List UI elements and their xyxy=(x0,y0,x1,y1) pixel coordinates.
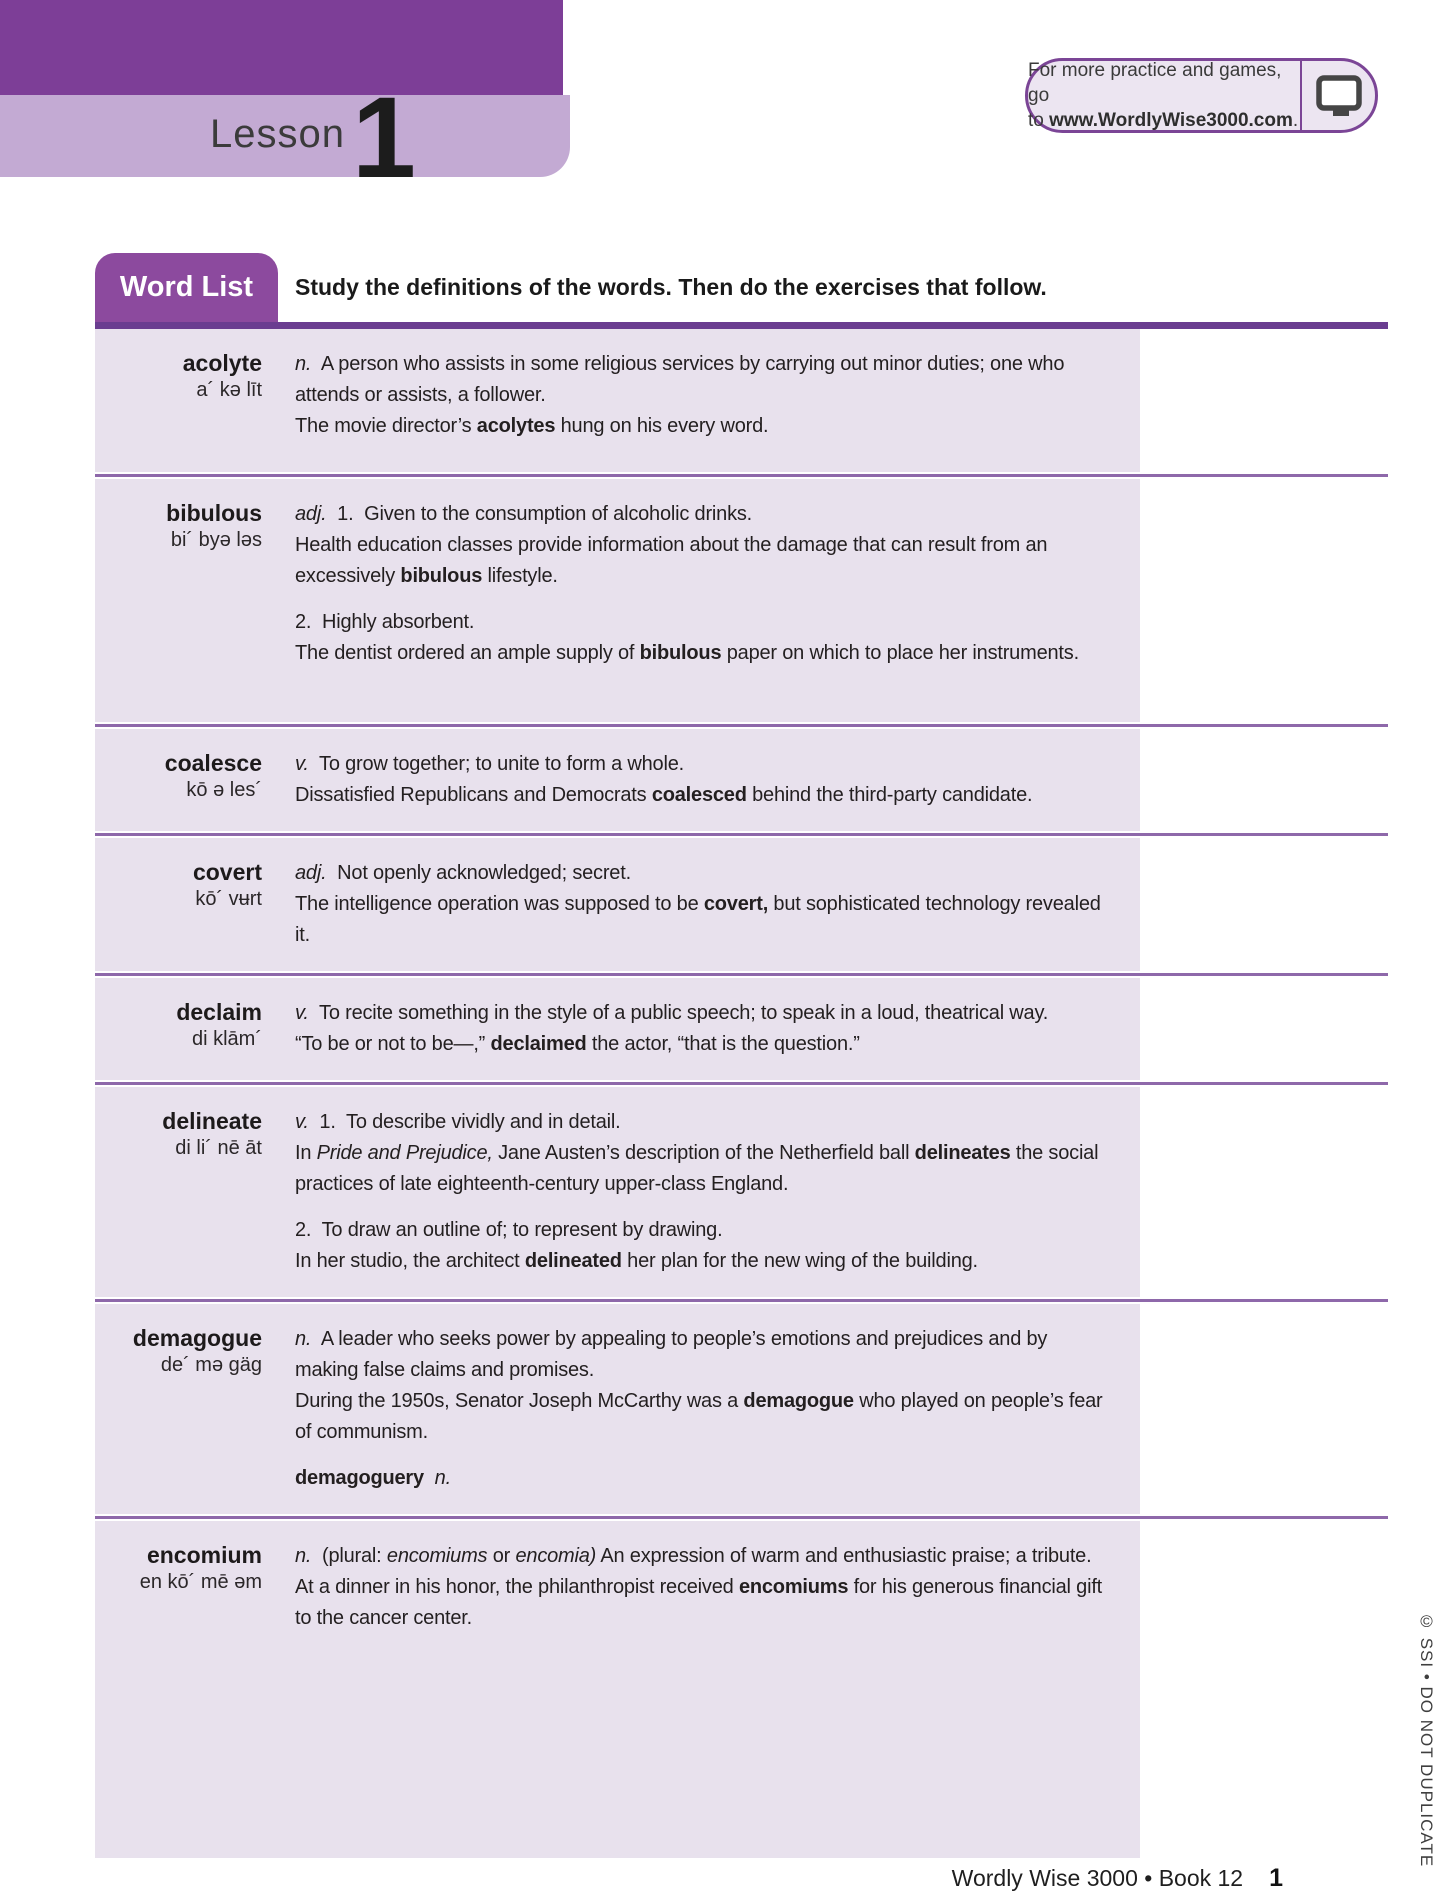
entry-definitions: n. (plural: encomiums or encomia) An expression of warm and enthusiastic praise; a tribute. At a dinner in his honor, the philanthropist received encomiums for his generous financial gift to the cancer center. xyxy=(295,1545,1103,1629)
header-rule xyxy=(95,322,1388,329)
entry-separator xyxy=(95,1080,1388,1087)
separator-line xyxy=(95,1082,1388,1085)
entry-definitions: n. A leader who seeks power by appealing to people’s emotions and prejudices and by making false claims and promises. During the 1950s, Senator Joseph McCarthy was a demagogue who played on people’s fear of communism. demagoguery n. xyxy=(295,1328,1103,1489)
book-title: Wordly Wise 3000 • Book 12 xyxy=(951,1865,1244,1891)
practice-link-box xyxy=(1025,58,1378,133)
word-list-header xyxy=(95,253,1388,322)
lesson-banner-dark-band xyxy=(0,0,563,95)
word-entry-encomium xyxy=(95,1521,1140,1858)
practice-url: www.WordlyWise3000.com xyxy=(1049,110,1293,131)
pronunciation: a´ kə līt xyxy=(196,379,262,401)
pronunciation: kō´ vʉrt xyxy=(195,888,262,910)
word-entry-covert xyxy=(95,838,1140,971)
entry-separator xyxy=(95,472,1388,479)
lesson-number: 1 xyxy=(352,74,416,202)
entry-separator xyxy=(95,722,1388,729)
entry-word-column xyxy=(95,329,262,472)
pronunciation: di li´ nē āt xyxy=(175,1137,262,1159)
page-footer xyxy=(0,1864,1283,1893)
separator-line xyxy=(95,1516,1388,1519)
entry-word-column xyxy=(95,838,262,971)
word-list-tab xyxy=(95,253,278,322)
entry-definitions: v. To recite something in the style of a public speech; to speak in a loud, theatrical way. “To be or not to be—,” declaimed the actor, “that is the question.” xyxy=(295,1002,1049,1055)
word-entry-coalesce xyxy=(95,729,1140,831)
headword: demagogue xyxy=(132,1325,262,1351)
monitor-icon xyxy=(1300,61,1375,130)
entry-word-column xyxy=(95,1304,262,1514)
headword: acolyte xyxy=(182,350,262,376)
headword: encomium xyxy=(146,1542,262,1568)
pronunciation: di klām´ xyxy=(191,1028,262,1050)
headword: coalesce xyxy=(164,750,262,776)
pronunciation: kō ə les´ xyxy=(186,779,262,801)
word-entries xyxy=(95,329,1388,1858)
entry-separator xyxy=(95,1514,1388,1521)
headword: delineate xyxy=(162,1108,262,1134)
practice-line1: For more practice and games, go xyxy=(1028,60,1282,106)
separator-line xyxy=(95,724,1388,727)
word-entry-acolyte xyxy=(95,329,1140,472)
word-list-title: Word List xyxy=(119,271,254,303)
entry-word-column xyxy=(95,978,262,1080)
word-entry-demagogue xyxy=(95,1304,1140,1514)
entry-separator xyxy=(95,831,1388,838)
word-entry-declaim xyxy=(95,978,1140,1080)
entry-word-column xyxy=(95,479,262,722)
entry-separator xyxy=(95,971,1388,978)
entry-definitions: adj. 1. Given to the consumption of alcoholic drinks. Health education classes provide information about the damage that can result from an excessively bibulous lifestyle. 2. Highly absorbent. The dentist ordered an ample supply of bibulous paper on which to place her instruments. xyxy=(295,503,1079,664)
practice-text xyxy=(1028,61,1300,130)
entry-definitions: adj. Not openly acknowledged; secret. The intelligence operation was supposed to be covert, but sophisticated technology revealed it. xyxy=(295,862,1101,946)
practice-line2-suffix: . xyxy=(1292,110,1299,131)
pronunciation: en kō´ mē əm xyxy=(139,1571,262,1593)
pronunciation: bi´ byə ləs xyxy=(170,529,262,551)
entry-definitions: n. A person who assists in some religious services by carrying out minor duties; one who attends or assists, a follower. The movie director’s acolytes hung on his every word. xyxy=(295,353,1065,437)
pronunciation: de´ mə gäg xyxy=(160,1354,262,1376)
word-entry-delineate xyxy=(95,1087,1140,1297)
headword: bibulous xyxy=(166,500,262,526)
separator-line xyxy=(95,474,1388,477)
separator-line xyxy=(95,973,1388,976)
entry-separator xyxy=(95,1297,1388,1304)
word-list-panel xyxy=(95,253,1388,1858)
lesson-label: Lesson xyxy=(210,112,345,156)
headword: covert xyxy=(192,859,262,885)
page-number: 1 xyxy=(1269,1864,1283,1892)
entry-word-column xyxy=(95,729,262,831)
word-entry-bibulous xyxy=(95,479,1140,722)
practice-line2-prefix: to xyxy=(1028,110,1050,131)
entry-word-column xyxy=(95,1521,262,1858)
separator-line xyxy=(95,1299,1388,1302)
separator-line xyxy=(95,833,1388,836)
headword: declaim xyxy=(176,999,262,1025)
entry-definitions: v. 1. To describe vividly and in detail. In Pride and Prejudice, Jane Austen’s description of the Netherfield ball delineates the social practices of late eighteenth-century upper-class England. 2. To draw an outline of; to represent by drawing. In her studio, the architect delineated her plan for the new wing of the building. xyxy=(295,1111,1099,1272)
entry-word-column xyxy=(95,1087,262,1297)
entry-definitions: v. To grow together; to unite to form a whole. Dissatisfied Republicans and Democrats coalesced behind the third-party candidate. xyxy=(295,753,1033,806)
word-list-instruction: Study the definitions of the words. Then do the exercises that follow. xyxy=(295,274,1047,300)
copyright-edge-text: © SSI • DO NOT DUPLICATE xyxy=(1417,1612,1436,1868)
